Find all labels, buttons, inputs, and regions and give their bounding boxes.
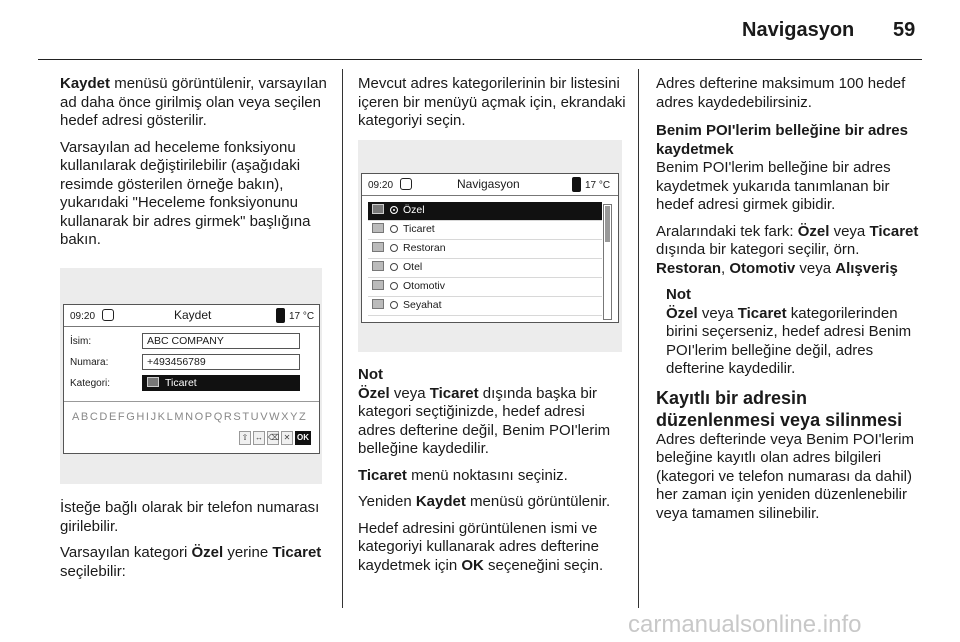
bold-term: Ticaret: [869, 222, 919, 240]
text: seçilebilir:: [60, 562, 126, 580]
bold-term: Özel: [666, 304, 698, 322]
text: ,: [721, 259, 730, 277]
bold-term: Özel: [797, 222, 830, 240]
paragraph: İsteğe bağlı olarak bir telefon numarası girilebilir.: [60, 499, 320, 535]
text: menüsü görüntülenir.: [465, 493, 611, 510]
text: Varsayılan kategori: [60, 544, 192, 561]
paragraph: Adres defterine maksimum 100 hedef adres kaydedebilirsiniz.: [656, 75, 906, 111]
text: veya: [829, 222, 870, 240]
text: Aralarındaki tek fark:: [656, 222, 798, 240]
bold-term: Kaydet: [60, 75, 111, 92]
radio-icon: [390, 244, 398, 252]
radio-icon: [390, 282, 398, 290]
category-field[interactable]: [142, 375, 300, 391]
divider: [64, 401, 319, 402]
text: seçeneğini seçin.: [483, 556, 604, 574]
cursor-icon[interactable]: ↔: [253, 431, 265, 445]
page-header-title: Navigasyon: [742, 19, 855, 41]
category-icon: [147, 377, 159, 387]
name-label: İsim:: [70, 336, 92, 347]
bold-term: Özel: [191, 544, 224, 561]
category-label: Otomotiv: [403, 280, 446, 292]
bold-term: Ticaret: [737, 304, 787, 322]
delete-icon[interactable]: ✕: [281, 431, 293, 445]
paragraph: Mevcut adres kategorilerinin bir listesini içeren bir menüyü açmak için, ekrandaki kategoriyi seçin.: [358, 75, 626, 129]
text: veya: [389, 384, 430, 402]
column-3: [656, 75, 926, 531]
backspace-icon[interactable]: ⌫: [267, 431, 279, 445]
temperature: 17 °C: [585, 180, 611, 191]
text: dışında başka bir kategori seçtiğinizde, hedef adresi adres defterine değil, Benim POI'lerim belleğine kaydedilir.: [358, 384, 611, 457]
column-divider: [342, 69, 343, 608]
column-2: [358, 75, 626, 139]
category-icon: [372, 242, 384, 252]
category-icon: [372, 299, 384, 309]
text: kategorilerinden birini seçerseniz, hedef adresi Benim POI'lerim belleğine değil, adres defterine kaydedilir.: [666, 304, 912, 377]
section-heading: Benim POI'lerim belleğine bir adres kaydetmek: [656, 122, 908, 158]
list-item[interactable]: [368, 202, 602, 221]
category-label: Ticaret: [403, 223, 435, 235]
page-number: 59: [893, 19, 916, 41]
category-icon: [372, 223, 384, 233]
category-label: Restoran: [403, 242, 446, 254]
section-heading: Kayıtlı bir adresin düzenlenmesi veya silinmesi: [656, 387, 903, 430]
text: menüsü görüntülenir, varsayılan ad daha önce girilmiş olan veya seçilen hedef adresi gösterilir.: [60, 75, 327, 129]
thermometer-icon: [572, 177, 581, 192]
category-label: Otel: [403, 261, 423, 273]
heading-poi: [656, 122, 926, 159]
bold-term: Kaydet: [415, 493, 466, 510]
paragraph: [60, 75, 330, 131]
radio-icon: [390, 263, 398, 271]
thermometer-icon: [276, 308, 285, 323]
note: [666, 286, 926, 379]
temperature: 17 °C: [289, 311, 315, 322]
paragraph: [358, 467, 626, 486]
column-divider: [638, 69, 639, 608]
scrollbar[interactable]: [603, 204, 612, 320]
category-icon: [372, 204, 384, 214]
list-item[interactable]: [368, 297, 602, 316]
screen-title: Navigasyon: [457, 177, 520, 191]
paragraph: Adres defterinde veya Benim POI'lerim beleğine kayıtlı olan adres bilgileri (kategori ve telefon numarası da dahil) her zaman için yeniden düzenlenebilir veya tamamen silinebilir.: [656, 430, 914, 522]
list-item[interactable]: [368, 221, 602, 240]
ok-key[interactable]: OK: [295, 431, 311, 445]
paragraph: [358, 493, 626, 512]
screen-title: Kaydet: [174, 308, 212, 322]
name-field[interactable]: ABC COMPANY: [142, 333, 300, 349]
scrollbar-thumb[interactable]: [605, 206, 610, 242]
category-icon: [372, 280, 384, 290]
category-value: Ticaret: [165, 377, 197, 389]
header-rule: [38, 59, 922, 60]
bold-term: Ticaret: [358, 466, 407, 484]
column-1: [60, 75, 330, 258]
bold-term: Restoran: [656, 259, 722, 277]
text: veya: [795, 259, 836, 277]
text: Hedef adresini görüntülenen ismi ve kategoriyi kullanarak adres defterine kaydetmek için: [358, 519, 599, 574]
list-item[interactable]: [368, 240, 602, 259]
paragraph: [60, 544, 330, 581]
bold-term: Otomotiv: [729, 259, 796, 277]
column-1-lower: [60, 499, 330, 589]
bold-term: OK: [461, 556, 484, 574]
shift-icon[interactable]: ⇧: [239, 431, 251, 445]
category-label: Kategori:: [70, 378, 111, 389]
category-list: [368, 202, 602, 316]
keyboard-controls: [239, 431, 311, 445]
number-label: Numara:: [70, 357, 109, 368]
clock-time: 09:20: [368, 180, 394, 191]
paragraph: [656, 223, 926, 279]
paragraph: Varsayılan ad heceleme fonksiyonu kullanılarak değiştirilebilir (aşağıdaki resimde gösterilen örneğe bakın), yukarıdaki "Heceleme fonksiyonunu kullanarak bir adres girmek" başlığına bakın.: [60, 138, 311, 248]
bold-term: Ticaret: [429, 384, 479, 402]
text: yerine: [223, 544, 273, 561]
bold-term: Ticaret: [272, 544, 322, 561]
screen-status-bar: [362, 174, 618, 196]
spelling-keyboard[interactable]: ABCDEFGHIJKLMNOPQRSTUVWXYZ: [72, 411, 308, 423]
list-item[interactable]: [368, 278, 602, 297]
nav-icon: [102, 309, 114, 321]
figure-categories: [358, 140, 622, 352]
paragraph: [358, 520, 626, 576]
category-icon: [372, 261, 384, 271]
radio-icon: [390, 206, 398, 214]
screen-kaydet: [63, 304, 320, 454]
clock-time: 09:20: [70, 311, 96, 322]
watermark: carmanualsonline.info: [628, 611, 862, 638]
screen-status-bar: [64, 305, 319, 327]
nav-icon: [400, 178, 412, 190]
note: [358, 366, 626, 459]
paragraph: Benim POI'lerim belleğine bir adres kaydetmek yukarıda tanımlanan bir hedef adresi girmek gibidir.: [656, 159, 891, 213]
note-title: Not: [666, 286, 691, 303]
category-label: Özel: [403, 204, 425, 216]
category-label: Seyahat: [403, 299, 442, 311]
note-title: Not: [358, 366, 383, 383]
number-field[interactable]: +493456789: [142, 354, 300, 370]
list-item[interactable]: [368, 259, 602, 278]
text: menü noktasını seçiniz.: [406, 466, 568, 484]
text: veya: [697, 304, 738, 322]
bold-term: Özel: [358, 384, 390, 402]
text: Yeniden: [358, 493, 416, 510]
radio-icon: [390, 301, 398, 309]
figure-kaydet: [60, 268, 322, 484]
screen-navigasyon: [361, 173, 619, 323]
radio-icon: [390, 225, 398, 233]
column-2-lower: [358, 366, 626, 583]
bold-term: Alışveriş: [835, 259, 898, 277]
text: dışında bir kategori seçilir, örn.: [656, 241, 860, 258]
